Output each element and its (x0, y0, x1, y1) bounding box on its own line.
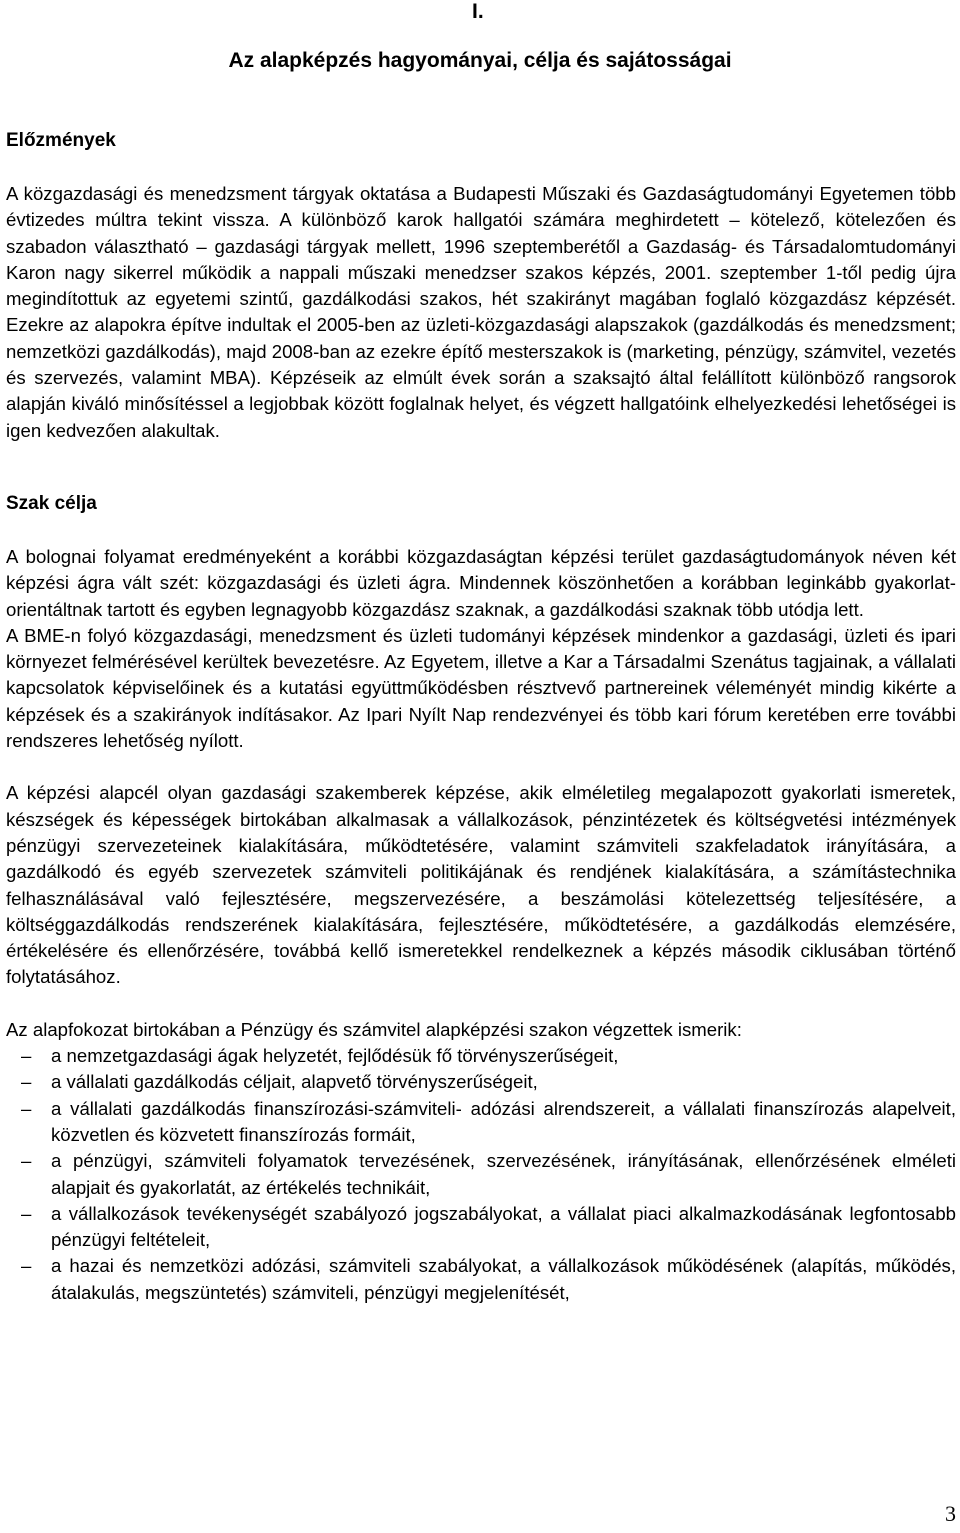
list-item (6, 1148, 956, 1201)
dash-bullet: – (21, 1202, 32, 1224)
paragraph-bologna: A bolognai folyamat eredményeként a korábbi közgazdaságtan képzési terület gazdaságtudományok néven két képzési ágra vált szét: közgazdasági és üzleti ágra. Mindennek köszönhetően a korábban leginkább gyakorlat-orientáltnak tartott és egyben legnagyobb közgazdász szaknak, a gazdálkodási szaknak több utódja lett. (6, 545, 956, 620)
dash-bullet: – (21, 1255, 32, 1277)
dash-bullet: – (21, 1045, 32, 1067)
list-item-text: a pénzügyi, számviteli folyamatok tervezésének, szervezésének, irányításának, ellenőrzésének elméleti alapjait és gyakorlatát, az értékelés technikáit, (51, 1150, 956, 1198)
paragraph-elozmenyek: A közgazdasági és menedzsment tárgyak oktatása a Budapesti Műszaki és Gazdaságtudományi Egyetemen több évtizedes múltra tekint vissza. A különböző karok hallgatói számára meghirdetett – kötelező, kötelezően és szabadon választható – gazdasági tárgyak mellett, 1996 szeptemberétől a Gazdaság- és Társadalomtudományi Karon nagy sikerrel működik a nappali műszaki menedzser szakos képzés, 2001. szeptember 1-től pedig újra megindítottuk az egyetemi szintű, gazdálkodási szakos, hét szakirányt magában foglaló közgazdász képzését. Ezekre az alapokra építve indultak el 2005-ben az üzleti-közgazdasági alapszakok (gazdálkodás és menedzsment; nemzetközi gazdálkodás), majd 2008-ban az ezekre építő mesterszakok is (marketing, pénzügy, számvitel, vezetés és szervezés, valamint MBA). Képzéseik az elmúlt évek során a szaksajtó által felállított különböző rangsorok alapján kiváló minősítéssel a legjobbak között foglalnak helyet, és végzett hallgatóink elhelyezkedési lehetőségei is igen kedvezően alakultak. (6, 183, 956, 441)
list-item (6, 1043, 956, 1069)
list-item-text: a vállalati gazdálkodás céljait, alapvető törvényszerűségeit, (51, 1071, 538, 1093)
document-title: Az alapképzés hagyományai, célja és sajátosságai (228, 49, 732, 72)
dash-bullet: – (21, 1097, 32, 1119)
dash-bullet: – (21, 1150, 32, 1172)
chapter-number: I. (472, 0, 484, 23)
dash-bullet: – (21, 1071, 32, 1093)
paragraph-alapcel: A képzési alapcél olyan gazdasági szakemberek képzése, akik elméletileg megalapozott gyakorlati ismeretek, készségek és képességek birtokában alkalmasak a vállalkozások, pénzintézetek és költségvetési intézmények pénzügyi szervezeteinek kialakítására, működtetésére, valamint számviteli szakfeladatok irányítására, a gazdálkodó és egyéb szervezetek számviteli politikájának és rendjének kialakítására, a számítástechnika felhasználásával való fejlesztésére, megszervezésére, a beszámolási kötelezettség teljesítésére, a költséggazdálkodás rendszerének kialakítására, fejlesztésére, működtetésére, a gazdálkodás elemzésére, értékelésére és ellenőrzésére, továbbá kellő ismeretekkel rendelkeznek a képzés második ciklusában történő folytatásához. (6, 782, 956, 988)
list-item (6, 1096, 956, 1149)
list-item-text: a hazai és nemzetközi adózási, számviteli szabályokat, a vállalkozások működésének (alapítás, működés, átalakulás, megszüntetés) számviteli, pénzügyi megjelenítését, (51, 1255, 956, 1303)
section-heading-elozmenyek: Előzmények (6, 130, 116, 151)
paragraph-bme: A BME-n folyó közgazdasági, menedzsment és üzleti tudományi képzések mindenkor a gazdasági, üzleti és ipari környezet felmérésével kerültek bevezetésre. Az Egyetem, illetve a Kar a Társadalmi Szenátus tagjainak, a vállalati kapcsolatok képviselőinek és a kutatási együttműködésben résztvevő partnereinek véleményét mindig kikérte a képzések és a szakirányok indításakor. Az Ipari Nyílt Nap rendezvényei és több kari fórum keretében erre további rendszeres lehetőség nyílott. (6, 624, 956, 752)
list-item-text: a vállalkozások tevékenységét szabályozó jogszabályokat, a vállalat piaci alkalmazkodásának legfontosabb pénzügyi feltételeit, (51, 1202, 956, 1251)
list-intro: Az alapfokozat birtokában a Pénzügy és számvitel alapképzési szakon végzettek ismerik: (6, 1018, 742, 1040)
list-item-text: a nemzetgazdasági ágak helyzetét, fejlődésük fő törvényszerűségeit, (51, 1045, 619, 1067)
list-item (6, 1201, 956, 1254)
list-item (6, 1069, 956, 1095)
list-item-text: a vállalati gazdálkodás finanszírozási-számviteli- adózási alrendszereit, a vállalati finanszírozás alapelveit, közvetlen és közvetett finanszírozás formáit, (51, 1097, 956, 1145)
list-item (6, 1253, 956, 1306)
document-body (6, 128, 956, 1306)
section-heading-szak-celja: Szak célja (6, 492, 97, 514)
skills-list (6, 1043, 956, 1306)
page-number: 3 (945, 1501, 956, 1526)
